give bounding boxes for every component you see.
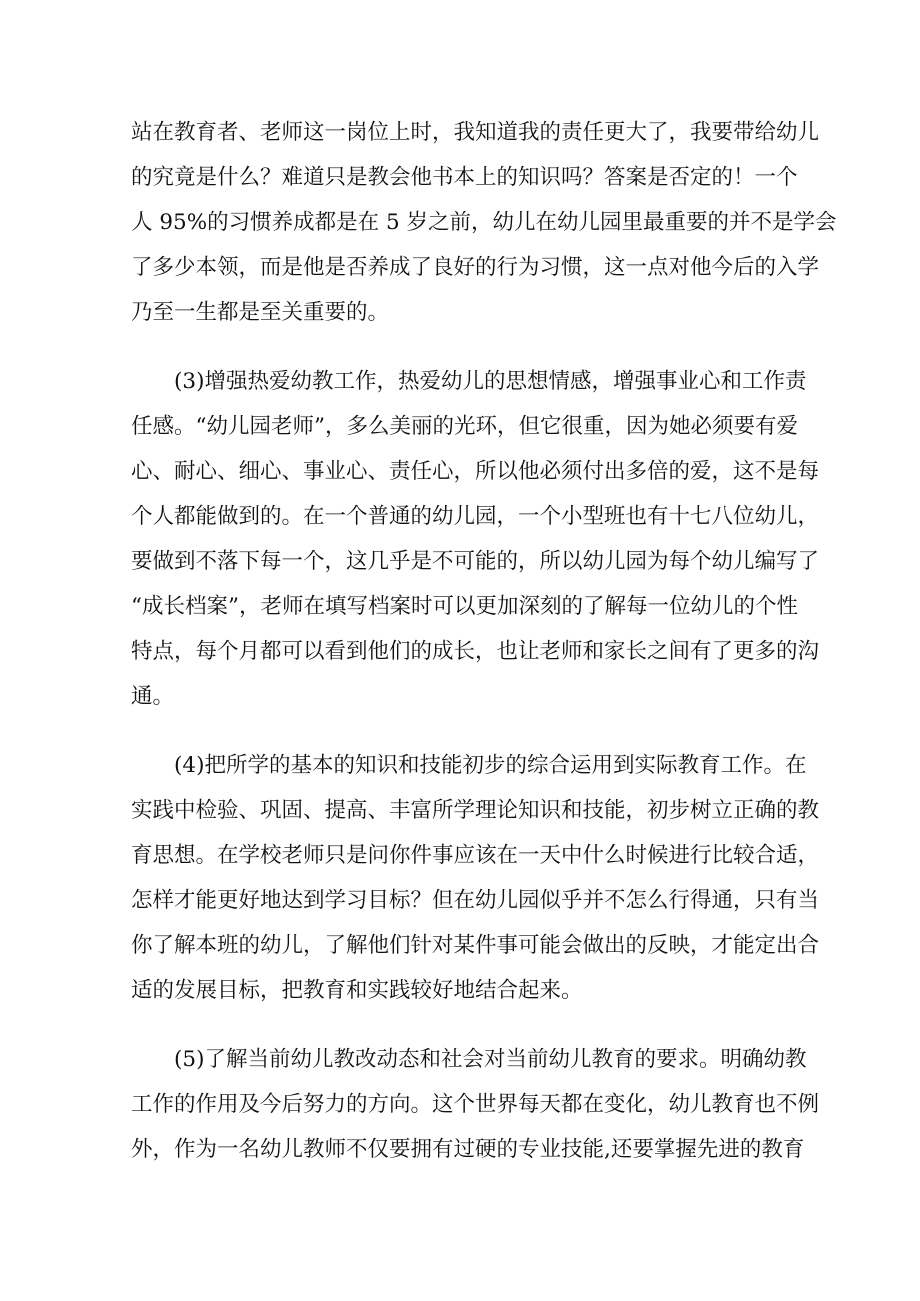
paragraph-habits <box>131 110 837 335</box>
text-line: 特点，每个月都可以看到他们的成长，也让老师和家长之间有了更多的沟 <box>131 639 820 664</box>
document-page <box>131 110 837 1196</box>
text-line: 育思想。在学校老师只是问你件事应该在一天中什么时候进行比较合适， <box>131 843 820 868</box>
text-line: (3)增强热爱幼教工作，热爱幼儿的思想情感，增强事业心和工作责 <box>174 369 807 394</box>
paragraph-item-4 <box>131 743 820 1013</box>
text-line: 个人都能做到的。在一个普通的幼儿园，一个小型班也有十七八位幼儿， <box>131 504 820 529</box>
text-line: 你了解本班的幼儿，了解他们针对某件事可能会做出的反映，才能定出合 <box>131 933 820 958</box>
text-line: 的究竟是什么？难道只是教会他书本上的知识吗？答案是否定的！一个 <box>131 165 798 190</box>
text-line: 乃至一生都是至关重要的。 <box>131 300 390 325</box>
text-line: 通。 <box>131 684 175 709</box>
text-line: 心、耐心、细心、事业心、责任心，所以他必须付出多倍的爱，这不是每 <box>131 459 820 484</box>
text-line: 站在教育者、老师这一岗位上时，我知道我的责任更大了，我要带给幼儿 <box>131 120 820 145</box>
paragraph-item-5 <box>131 1037 820 1172</box>
text-line: “成长档案”，老师在填写档案时可以更加深刻的了解每一位幼儿的个性 <box>131 594 798 619</box>
text-line: 外，作为一名幼儿教师不仅要拥有过硬的专业技能,还要掌握先进的教育 <box>131 1137 805 1162</box>
text-line: 人 95%的习惯养成都是在 5 岁之前，幼儿在幼儿园里最重要的并不是学会 <box>131 210 837 235</box>
text-line: (4)把所学的基本的知识和技能初步的综合运用到实际教育工作。在 <box>174 753 807 778</box>
text-line: 要做到不落下每一个，这几乎是不可能的，所以幼儿园为每个幼儿编写了 <box>131 549 820 574</box>
text-line: 了多少本领，而是他是否养成了良好的行为习惯，这一点对他今后的入学 <box>131 255 820 280</box>
paragraph-item-3 <box>131 359 820 719</box>
text-line: (5)了解当前幼儿教改动态和社会对当前幼儿教育的要求。明确幼教 <box>174 1047 807 1072</box>
text-line: 任感。“幼儿园老师”，多么美丽的光环，但它很重，因为她必须要有爱 <box>131 414 798 439</box>
text-line: 实践中检验、巩固、提高、丰富所学理论知识和技能，初步树立正确的教 <box>131 798 820 823</box>
text-line: 怎样才能更好地达到学习目标？但在幼儿园似乎并不怎么行得通，只有当 <box>131 888 820 913</box>
text-line: 工作的作用及今后努力的方向。这个世界每天都在变化，幼儿教育也不例 <box>131 1092 820 1117</box>
text-line: 适的发展目标，把教育和实践较好地结合起来。 <box>131 978 583 1003</box>
